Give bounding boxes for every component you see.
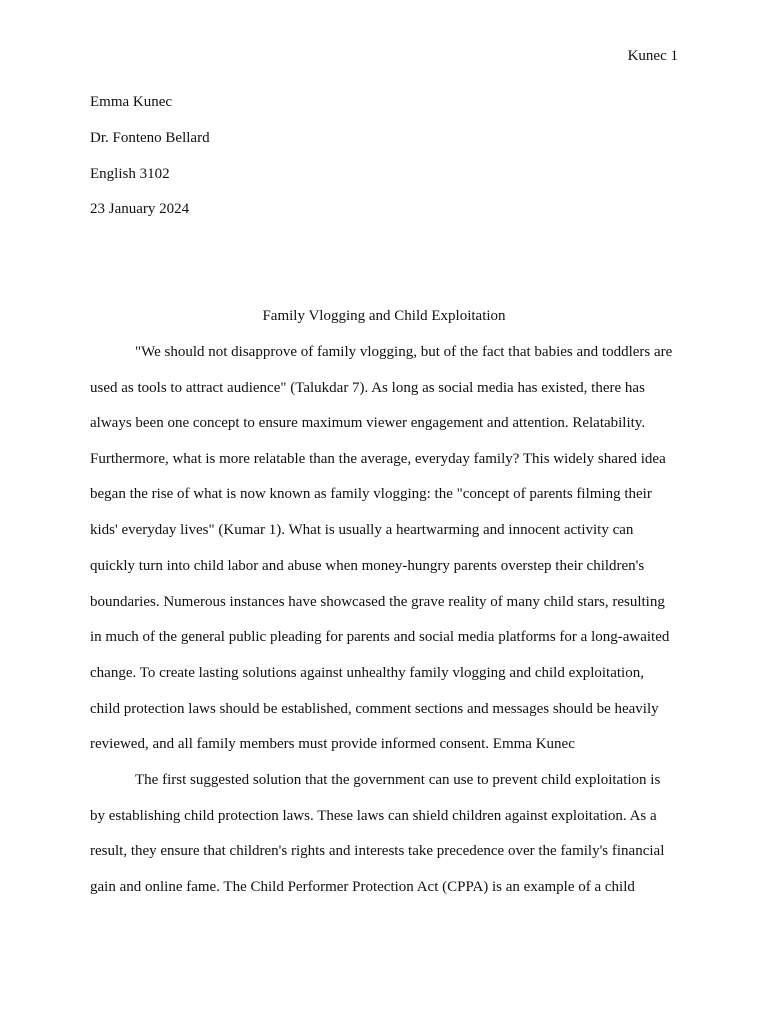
date: 23 January 2024 <box>90 201 190 217</box>
instructor-name: Dr. Fonteno Bellard <box>90 130 210 146</box>
paragraph-line: kids' everyday lives" (Kumar 1). What is usually a heartwarming and innocent activity can <box>90 522 634 538</box>
paragraph-line: by establishing child protection laws. These laws can shield children against exploitation. As a <box>90 808 657 824</box>
paragraph-line: The first suggested solution that the government can use to prevent child exploitation is <box>135 772 661 788</box>
paragraph-line: used as tools to attract audience" (Talukdar 7). As long as social media has existed, there has <box>90 380 645 396</box>
paragraph-line: quickly turn into child labor and abuse when money-hungry parents overstep their children's <box>90 558 645 574</box>
author-name: Emma Kunec <box>90 94 173 110</box>
paragraph-line: began the rise of what is now known as family vlogging: the "concept of parents filming their <box>90 486 652 502</box>
course-name: English 3102 <box>90 166 170 182</box>
paragraph-line: "We should not disapprove of family vlogging, but of the fact that babies and toddlers are <box>135 344 673 360</box>
running-head: Kunec 1 <box>627 48 678 64</box>
essay-title: Family Vlogging and Child Exploitation <box>262 308 506 324</box>
paragraph-line: result, they ensure that children's rights and interests take precedence over the family's financial <box>90 843 665 859</box>
paragraph-line: always been one concept to ensure maximum viewer engagement and attention. Relatability. <box>90 415 646 431</box>
paragraph-line: boundaries. Numerous instances have showcased the grave reality of many child stars, resulting <box>90 594 665 610</box>
paragraph-line: Furthermore, what is more relatable than the average, everyday family? This widely shared idea <box>90 451 666 467</box>
paragraph-line: in much of the general public pleading for parents and social media platforms for a long-awaited <box>90 629 670 645</box>
paragraph-line: change. To create lasting solutions against unhealthy family vlogging and child exploitation, <box>90 665 644 681</box>
paragraph-line: gain and online fame. The Child Performer Protection Act (CPPA) is an example of a child <box>90 879 635 895</box>
paragraph-line: reviewed, and all family members must provide informed consent. Emma Kunec <box>90 736 575 752</box>
paragraph-line: child protection laws should be established, comment sections and messages should be heavily <box>90 701 659 717</box>
